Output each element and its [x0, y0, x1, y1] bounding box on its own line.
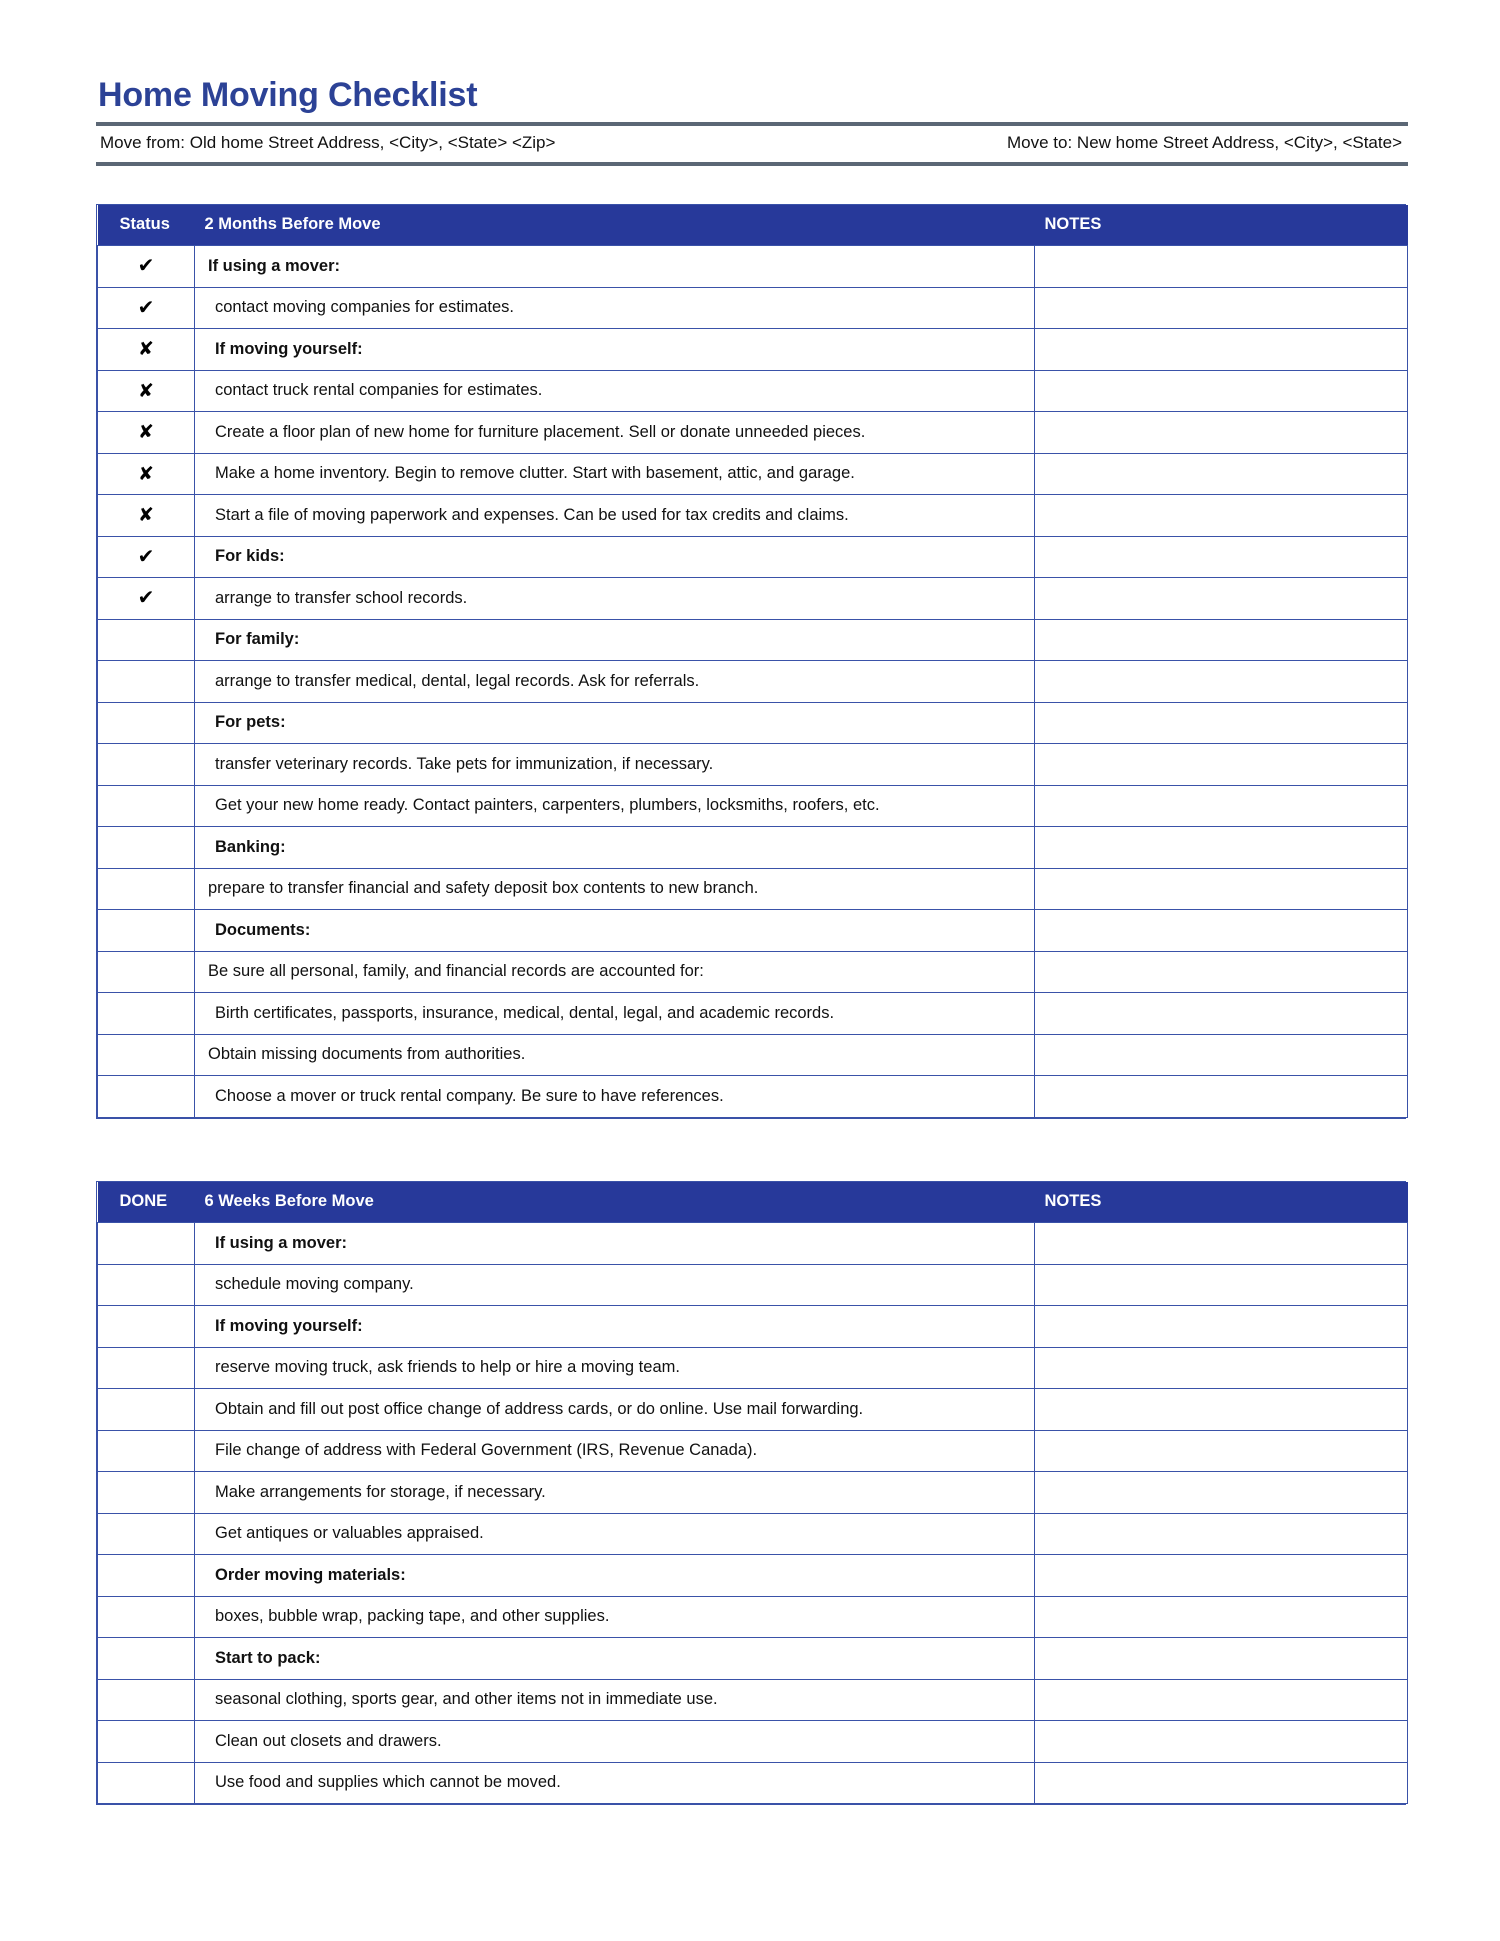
task-group-label: If moving yourself: [195, 329, 1035, 371]
task-label: contact truck rental companies for estimates. [195, 370, 1035, 412]
table-row [98, 246, 1408, 288]
title-rule-bottom [96, 162, 1408, 166]
status-empty-checkbox[interactable] [98, 1679, 195, 1721]
notes-cell[interactable] [1035, 453, 1408, 495]
status-empty-checkbox[interactable] [98, 785, 195, 827]
table-row [98, 702, 1408, 744]
task-label: Make a home inventory. Begin to remove clutter. Start with basement, attic, and garage. [195, 453, 1035, 495]
task-label: Obtain missing documents from authorities. [195, 1034, 1035, 1076]
notes-cell[interactable] [1035, 1306, 1408, 1348]
status-empty-checkbox[interactable] [98, 661, 195, 703]
table-row [98, 1347, 1408, 1389]
task-group-label: Documents: [195, 910, 1035, 952]
task-label: arrange to transfer school records. [195, 578, 1035, 620]
notes-cell[interactable] [1035, 578, 1408, 620]
status-cross-icon[interactable]: ✘ [98, 329, 195, 371]
table-row [98, 495, 1408, 537]
status-empty-checkbox[interactable] [98, 951, 195, 993]
table-body-two-months [98, 246, 1408, 1118]
status-empty-checkbox[interactable] [98, 1638, 195, 1680]
table-row [98, 1389, 1408, 1431]
table-row [98, 1472, 1408, 1514]
table-row [98, 1679, 1408, 1721]
task-label: Clean out closets and drawers. [195, 1721, 1035, 1763]
table-row [98, 661, 1408, 703]
table-row [98, 370, 1408, 412]
table-header-two-months [98, 205, 1408, 246]
table-row [98, 1762, 1408, 1804]
task-label: seasonal clothing, sports gear, and other items not in immediate use. [195, 1679, 1035, 1721]
table-row [98, 1264, 1408, 1306]
notes-cell[interactable] [1035, 1638, 1408, 1680]
move-from-text: Move from: Old home Street Address, <City>, <State> <Zip> [100, 132, 556, 152]
table-row [98, 536, 1408, 578]
status-empty-checkbox[interactable] [98, 1306, 195, 1348]
status-empty-checkbox[interactable] [98, 1472, 195, 1514]
task-label: Obtain and fill out post office change of address cards, or do online. Use mail forwarding. [195, 1389, 1035, 1431]
status-empty-checkbox[interactable] [98, 1389, 195, 1431]
task-label: Choose a mover or truck rental company. Be sure to have references. [195, 1076, 1035, 1118]
notes-cell[interactable] [1035, 1679, 1408, 1721]
notes-cell[interactable] [1035, 287, 1408, 329]
notes-cell[interactable] [1035, 329, 1408, 371]
table-row [98, 910, 1408, 952]
status-empty-checkbox[interactable] [98, 1076, 195, 1118]
task-group-label: If moving yourself: [195, 1306, 1035, 1348]
checklist-table-2-months [96, 204, 1406, 1119]
table-body-six-weeks [98, 1223, 1408, 1804]
notes-cell[interactable] [1035, 412, 1408, 454]
task-label: Get your new home ready. Contact painters, carpenters, plumbers, locksmiths, roofers, etc. [195, 785, 1035, 827]
table-row [98, 1721, 1408, 1763]
table-row [98, 1034, 1408, 1076]
status-empty-checkbox[interactable] [98, 1721, 195, 1763]
status-cross-icon[interactable]: ✘ [98, 370, 195, 412]
task-group-label: Banking: [195, 827, 1035, 869]
task-label: contact moving companies for estimates. [195, 287, 1035, 329]
notes-cell[interactable] [1035, 619, 1408, 661]
notes-cell[interactable] [1035, 495, 1408, 537]
table-row [98, 1076, 1408, 1118]
page-title: Home Moving Checklist [98, 76, 478, 114]
task-label: arrange to transfer medical, dental, legal records. Ask for referrals. [195, 661, 1035, 703]
notes-cell[interactable] [1035, 1223, 1408, 1265]
task-label: Use food and supplies which cannot be moved. [195, 1762, 1035, 1804]
column-header-notes: NOTES [1035, 1182, 1408, 1223]
status-checkmark-icon[interactable]: ✔ [98, 287, 195, 329]
column-header-task: 6 Weeks Before Move [195, 1182, 1035, 1223]
table-row [98, 1513, 1408, 1555]
status-empty-checkbox[interactable] [98, 1555, 195, 1597]
notes-cell[interactable] [1035, 1721, 1408, 1763]
table-row [98, 453, 1408, 495]
table-row [98, 619, 1408, 661]
table-row [98, 744, 1408, 786]
task-label: schedule moving company. [195, 1264, 1035, 1306]
status-empty-checkbox[interactable] [98, 910, 195, 952]
table-row [98, 993, 1408, 1035]
checklist-table-6-weeks [96, 1181, 1406, 1806]
status-checkmark-icon[interactable]: ✔ [98, 246, 195, 288]
move-to-text: Move to: New home Street Address, <City>, <State> [1007, 132, 1402, 152]
notes-cell[interactable] [1035, 910, 1408, 952]
task-label: Be sure all personal, family, and financial records are accounted for: [195, 951, 1035, 993]
notes-cell[interactable] [1035, 1347, 1408, 1389]
table-six-weeks [97, 1182, 1408, 1805]
notes-cell[interactable] [1035, 1513, 1408, 1555]
column-header-task: 2 Months Before Move [195, 205, 1035, 246]
column-header-done: DONE [98, 1182, 195, 1223]
table-row [98, 868, 1408, 910]
header-row [98, 205, 1408, 246]
status-empty-checkbox[interactable] [98, 1347, 195, 1389]
notes-cell[interactable] [1035, 1034, 1408, 1076]
table-row [98, 1596, 1408, 1638]
notes-cell[interactable] [1035, 993, 1408, 1035]
notes-cell[interactable] [1035, 951, 1408, 993]
table-row [98, 412, 1408, 454]
notes-cell[interactable] [1035, 1472, 1408, 1514]
notes-cell[interactable] [1035, 868, 1408, 910]
notes-cell[interactable] [1035, 1596, 1408, 1638]
task-label: transfer veterinary records. Take pets for immunization, if necessary. [195, 744, 1035, 786]
status-cross-icon[interactable]: ✘ [98, 495, 195, 537]
notes-cell[interactable] [1035, 661, 1408, 703]
task-label: reserve moving truck, ask friends to help or hire a moving team. [195, 1347, 1035, 1389]
column-header-status: Status [98, 205, 195, 246]
table-row [98, 1555, 1408, 1597]
status-empty-checkbox[interactable] [98, 1596, 195, 1638]
task-label: Get antiques or valuables appraised. [195, 1513, 1035, 1555]
notes-cell[interactable] [1035, 1430, 1408, 1472]
task-label: Start a file of moving paperwork and expenses. Can be used for tax credits and claims. [195, 495, 1035, 537]
status-checkmark-icon[interactable]: ✔ [98, 536, 195, 578]
notes-cell[interactable] [1035, 785, 1408, 827]
notes-cell[interactable] [1035, 1264, 1408, 1306]
table-row [98, 1638, 1408, 1680]
notes-cell[interactable] [1035, 1389, 1408, 1431]
task-label: Birth certificates, passports, insurance, medical, dental, legal, and academic records. [195, 993, 1035, 1035]
notes-cell[interactable] [1035, 536, 1408, 578]
task-group-label: For pets: [195, 702, 1035, 744]
status-empty-checkbox[interactable] [98, 993, 195, 1035]
table-row [98, 287, 1408, 329]
column-header-notes: NOTES [1035, 205, 1408, 246]
task-label: Create a floor plan of new home for furniture placement. Sell or donate unneeded pieces. [195, 412, 1035, 454]
status-empty-checkbox[interactable] [98, 1430, 195, 1472]
status-empty-checkbox[interactable] [98, 1034, 195, 1076]
task-group-label: Start to pack: [195, 1638, 1035, 1680]
notes-cell[interactable] [1035, 370, 1408, 412]
status-empty-checkbox[interactable] [98, 1513, 195, 1555]
status-empty-checkbox[interactable] [98, 1223, 195, 1265]
notes-cell[interactable] [1035, 1762, 1408, 1804]
status-empty-checkbox[interactable] [98, 702, 195, 744]
table-row [98, 951, 1408, 993]
header-row [98, 1182, 1408, 1223]
status-empty-checkbox[interactable] [98, 619, 195, 661]
table-row [98, 578, 1408, 620]
status-empty-checkbox[interactable] [98, 868, 195, 910]
status-empty-checkbox[interactable] [98, 744, 195, 786]
address-bar [96, 126, 1408, 162]
status-cross-icon[interactable]: ✘ [98, 453, 195, 495]
notes-cell[interactable] [1035, 702, 1408, 744]
notes-cell[interactable] [1035, 1076, 1408, 1118]
notes-cell[interactable] [1035, 827, 1408, 869]
task-label: boxes, bubble wrap, packing tape, and other supplies. [195, 1596, 1035, 1638]
notes-cell[interactable] [1035, 1555, 1408, 1597]
status-checkmark-icon[interactable]: ✔ [98, 578, 195, 620]
status-empty-checkbox[interactable] [98, 827, 195, 869]
task-group-label: If using a mover: [195, 1223, 1035, 1265]
task-label: Make arrangements for storage, if necessary. [195, 1472, 1035, 1514]
table-row [98, 785, 1408, 827]
notes-cell[interactable] [1035, 744, 1408, 786]
task-group-label: For family: [195, 619, 1035, 661]
table-row [98, 329, 1408, 371]
task-group-label: For kids: [195, 536, 1035, 578]
task-group-label: If using a mover: [195, 246, 1035, 288]
table-row [98, 1430, 1408, 1472]
status-empty-checkbox[interactable] [98, 1762, 195, 1804]
status-empty-checkbox[interactable] [98, 1264, 195, 1306]
table-row [98, 1306, 1408, 1348]
task-label: File change of address with Federal Government (IRS, Revenue Canada). [195, 1430, 1035, 1472]
table-row [98, 827, 1408, 869]
table-row [98, 1223, 1408, 1265]
task-group-label: Order moving materials: [195, 1555, 1035, 1597]
status-cross-icon[interactable]: ✘ [98, 412, 195, 454]
table-two-months [97, 205, 1408, 1118]
table-header-six-weeks [98, 1182, 1408, 1223]
task-label: prepare to transfer financial and safety deposit box contents to new branch. [195, 868, 1035, 910]
notes-cell[interactable] [1035, 246, 1408, 288]
